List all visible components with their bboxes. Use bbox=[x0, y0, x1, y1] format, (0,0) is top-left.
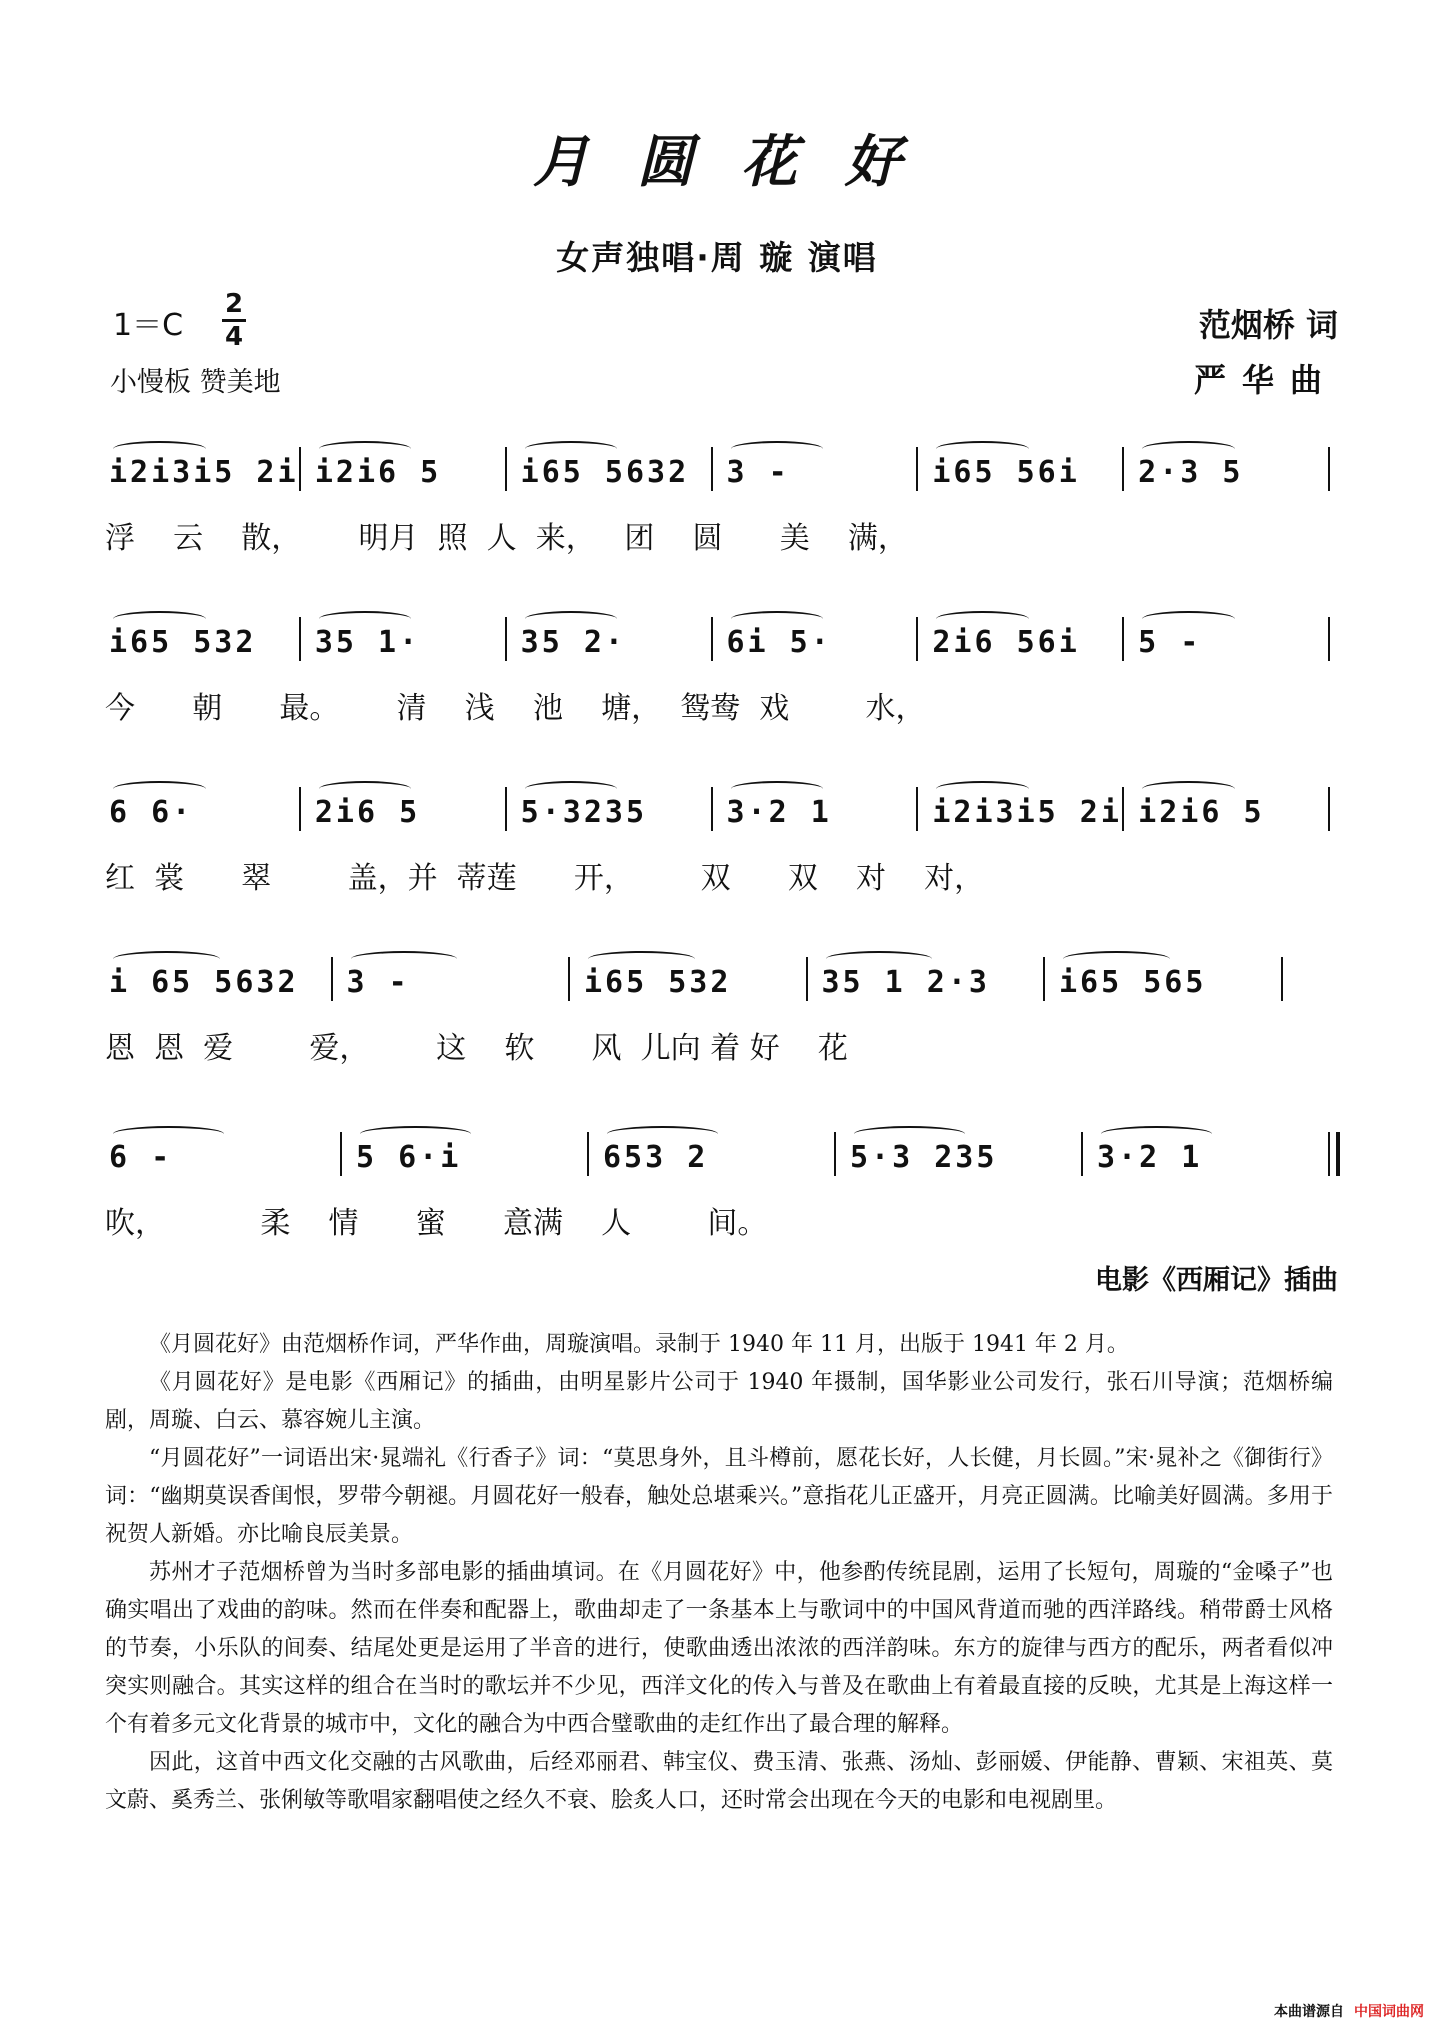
measure: 2i6 56i bbox=[932, 625, 1080, 660]
measure: i 65 5632 bbox=[109, 965, 299, 1000]
barline bbox=[916, 787, 918, 831]
measure: 35 2· bbox=[520, 625, 626, 660]
slur bbox=[525, 781, 618, 797]
barline bbox=[1281, 957, 1283, 1001]
slur bbox=[1063, 951, 1170, 967]
slur bbox=[731, 611, 824, 627]
score-row bbox=[0, 425, 1434, 575]
score-row bbox=[0, 765, 1434, 915]
score-row bbox=[0, 1110, 1434, 1260]
slur bbox=[731, 781, 824, 797]
barline bbox=[1081, 1132, 1083, 1176]
description-paragraph: 《月圆花好》是电影《西厢记》的插曲，由明星影片公司于 1940 年摄制，国华影业公司发行，张石川导演；范烟桥编剧，周璇、白云、慕容婉儿主演。 bbox=[105, 1370, 1333, 1433]
measure: 3·2 1 bbox=[726, 795, 832, 830]
slur bbox=[113, 781, 206, 797]
notes-line bbox=[0, 425, 1434, 495]
measure: i65 532 bbox=[584, 965, 732, 1000]
measure: 5 6·i bbox=[356, 1140, 462, 1175]
barline bbox=[1122, 787, 1124, 831]
description-paragraph: 苏州才子范烟桥曾为当时多部电影的插曲填词。在《月圆花好》中，他参酌传统昆剧，运用了长短句，周璇的“金嗓子”也确实唱出了戏曲的韵味。然而在伴奏和配器上，歌曲却走了一条基本上与歌词中的中国风背道而驰的西洋路线。稍带爵士风格的节奏，小乐队的间奏、结尾处更是运用了半音的进行，使歌曲透出浓浓的西洋韵味。东方的旋律与西方的配乐，两者看似冲突实则融合。其实这样的组合在当时的歌坛并不少见，西洋文化的传入与普及在歌曲上有着最直接的反映，尤其是上海这样一个有着多元文化背景的城市中，文化的融合为中西合璧歌曲的走红作出了最合理的解释。 bbox=[105, 1560, 1333, 1737]
score-row bbox=[0, 935, 1434, 1085]
slur bbox=[319, 611, 412, 627]
time-signature-bottom: 4 bbox=[224, 322, 244, 352]
barline bbox=[340, 1132, 342, 1176]
measure: i65 532 bbox=[109, 625, 257, 660]
barline bbox=[1328, 617, 1330, 661]
barline bbox=[299, 617, 301, 661]
slur bbox=[113, 441, 206, 457]
notes-line bbox=[0, 935, 1434, 1005]
measure: 5·3 235 bbox=[850, 1140, 998, 1175]
measure: i2i3i5 2i bbox=[109, 455, 299, 490]
barline bbox=[916, 617, 918, 661]
notes-line bbox=[0, 595, 1434, 665]
measure: i65 565 bbox=[1059, 965, 1207, 1000]
measure: 3·2 1 bbox=[1097, 1140, 1203, 1175]
barline bbox=[299, 447, 301, 491]
slur bbox=[826, 951, 933, 967]
barline bbox=[1122, 617, 1124, 661]
time-signature bbox=[222, 290, 246, 351]
barline bbox=[806, 957, 808, 1001]
lyrics-line: 浮 云 散， 明月 照 人 来， 团 圆 美 满， bbox=[105, 521, 908, 556]
tempo-marking: 小慢板 赞美地 bbox=[110, 367, 281, 398]
slur bbox=[525, 441, 618, 457]
lyrics-line: 吹， 柔 情 蜜 意满 人 间。 bbox=[105, 1206, 768, 1241]
key-signature: 1＝C bbox=[113, 308, 184, 343]
slur bbox=[854, 1126, 965, 1142]
measure: 6 - bbox=[109, 1140, 173, 1175]
barline bbox=[1043, 957, 1045, 1001]
measure: 6 6· bbox=[109, 795, 194, 830]
measure: 653 2 bbox=[603, 1140, 709, 1175]
score-row bbox=[0, 595, 1434, 745]
measure: 2·3 5 bbox=[1138, 455, 1244, 490]
barline bbox=[916, 447, 918, 491]
lyricist: 范烟桥 词 bbox=[1198, 306, 1338, 344]
barline bbox=[711, 617, 713, 661]
measure: 5 - bbox=[1138, 625, 1202, 660]
notes-line bbox=[0, 765, 1434, 835]
slur bbox=[351, 951, 458, 967]
slur bbox=[1142, 781, 1235, 797]
slur bbox=[525, 611, 618, 627]
slur bbox=[113, 611, 206, 627]
slur bbox=[936, 781, 1029, 797]
measure: i65 56i bbox=[932, 455, 1080, 490]
measure: i65 5632 bbox=[520, 455, 690, 490]
barline bbox=[505, 447, 507, 491]
slur bbox=[936, 611, 1029, 627]
source-note: 电影《西厢记》插曲 bbox=[1095, 1265, 1338, 1296]
footer-label: 本曲谱源自 bbox=[1274, 2004, 1344, 2020]
slur bbox=[319, 781, 412, 797]
barline bbox=[1328, 447, 1330, 491]
barline bbox=[1328, 787, 1330, 831]
description-paragraph: 《月圆花好》由范烟桥作词，严华作曲，周璇演唱。录制于 1940 年 11 月，出版于 1941 年 2 月。 bbox=[149, 1332, 1129, 1357]
measure: 35 1· bbox=[314, 625, 421, 660]
page-title: 月圆花好 bbox=[533, 129, 949, 195]
measure: 35 1 2·3 bbox=[821, 965, 990, 1000]
slur bbox=[1142, 611, 1235, 627]
barline bbox=[711, 787, 713, 831]
barline bbox=[505, 787, 507, 831]
notes-line bbox=[0, 1110, 1434, 1180]
final-barline bbox=[1336, 1132, 1340, 1176]
footer-brand: 中国词曲网 bbox=[1354, 2004, 1424, 2020]
measure: 3 - bbox=[726, 455, 790, 490]
measure: i2i6 5 bbox=[1138, 795, 1265, 830]
barline bbox=[1122, 447, 1124, 491]
barline bbox=[1328, 1132, 1330, 1176]
lyrics-line: 红 裳 翠 盖，并 蒂莲 开， 双 双 对 对， bbox=[105, 861, 985, 896]
slur bbox=[588, 951, 695, 967]
measure: i2i6 5 bbox=[314, 455, 442, 490]
barline bbox=[587, 1132, 589, 1176]
description-paragraph: “月圆花好”一词语出宋·晁端礼《行香子》词：“莫思身外，且斗樽前，愿花长好，人长健，月长圆。”宋·晁补之《御街行》词：“幽期莫误香闺恨，罗带今朝褪。月圆花好一般春，触处总堪乘兴。”意指花儿正盛开，月亮正圆满。比喻美好圆满。多用于祝贺人新婚。亦比喻良辰美景。 bbox=[105, 1446, 1333, 1547]
barline bbox=[711, 447, 713, 491]
description bbox=[105, 1326, 1333, 1820]
slur bbox=[113, 1126, 224, 1142]
footer bbox=[1274, 2001, 1424, 2021]
barline bbox=[568, 957, 570, 1001]
slur bbox=[731, 441, 824, 457]
slur bbox=[936, 441, 1029, 457]
barline bbox=[331, 957, 333, 1001]
lyrics-line: 今 朝 最。 清 浅 池 塘， 鸳鸯 戏 水， bbox=[105, 691, 926, 726]
measure: 6i 5· bbox=[726, 625, 832, 660]
slur bbox=[360, 1126, 471, 1142]
slur bbox=[607, 1126, 718, 1142]
measure: 2i6 5 bbox=[314, 795, 421, 830]
description-paragraph: 因此，这首中西文化交融的古风歌曲，后经邓丽君、韩宝仪、费玉清、张燕、汤灿、彭丽媛、伊能静、曹颖、宋祖英、莫文蔚、奚秀兰、张俐敏等歌唱家翻唱使之经久不衰、脍炙人口，还时常会出现在今天的电影和电视剧里。 bbox=[105, 1750, 1333, 1813]
slur bbox=[1101, 1126, 1212, 1142]
slur bbox=[319, 441, 412, 457]
subtitle: 女声独唱·周 璇 演唱 bbox=[556, 238, 878, 277]
slur bbox=[113, 951, 220, 967]
measure: 5·3235 bbox=[520, 795, 648, 830]
slur bbox=[1142, 441, 1235, 457]
lyrics-line: 恩 恩 爱 爱， 这 软 风 儿向 着 好 花 bbox=[105, 1031, 848, 1066]
time-signature-top: 2 bbox=[224, 289, 244, 319]
barline bbox=[505, 617, 507, 661]
barline bbox=[299, 787, 301, 831]
measure: 3 - bbox=[346, 965, 410, 1000]
measure: i2i3i5 2i bbox=[932, 795, 1122, 830]
barline bbox=[834, 1132, 836, 1176]
composer: 严华曲 bbox=[1193, 361, 1338, 399]
